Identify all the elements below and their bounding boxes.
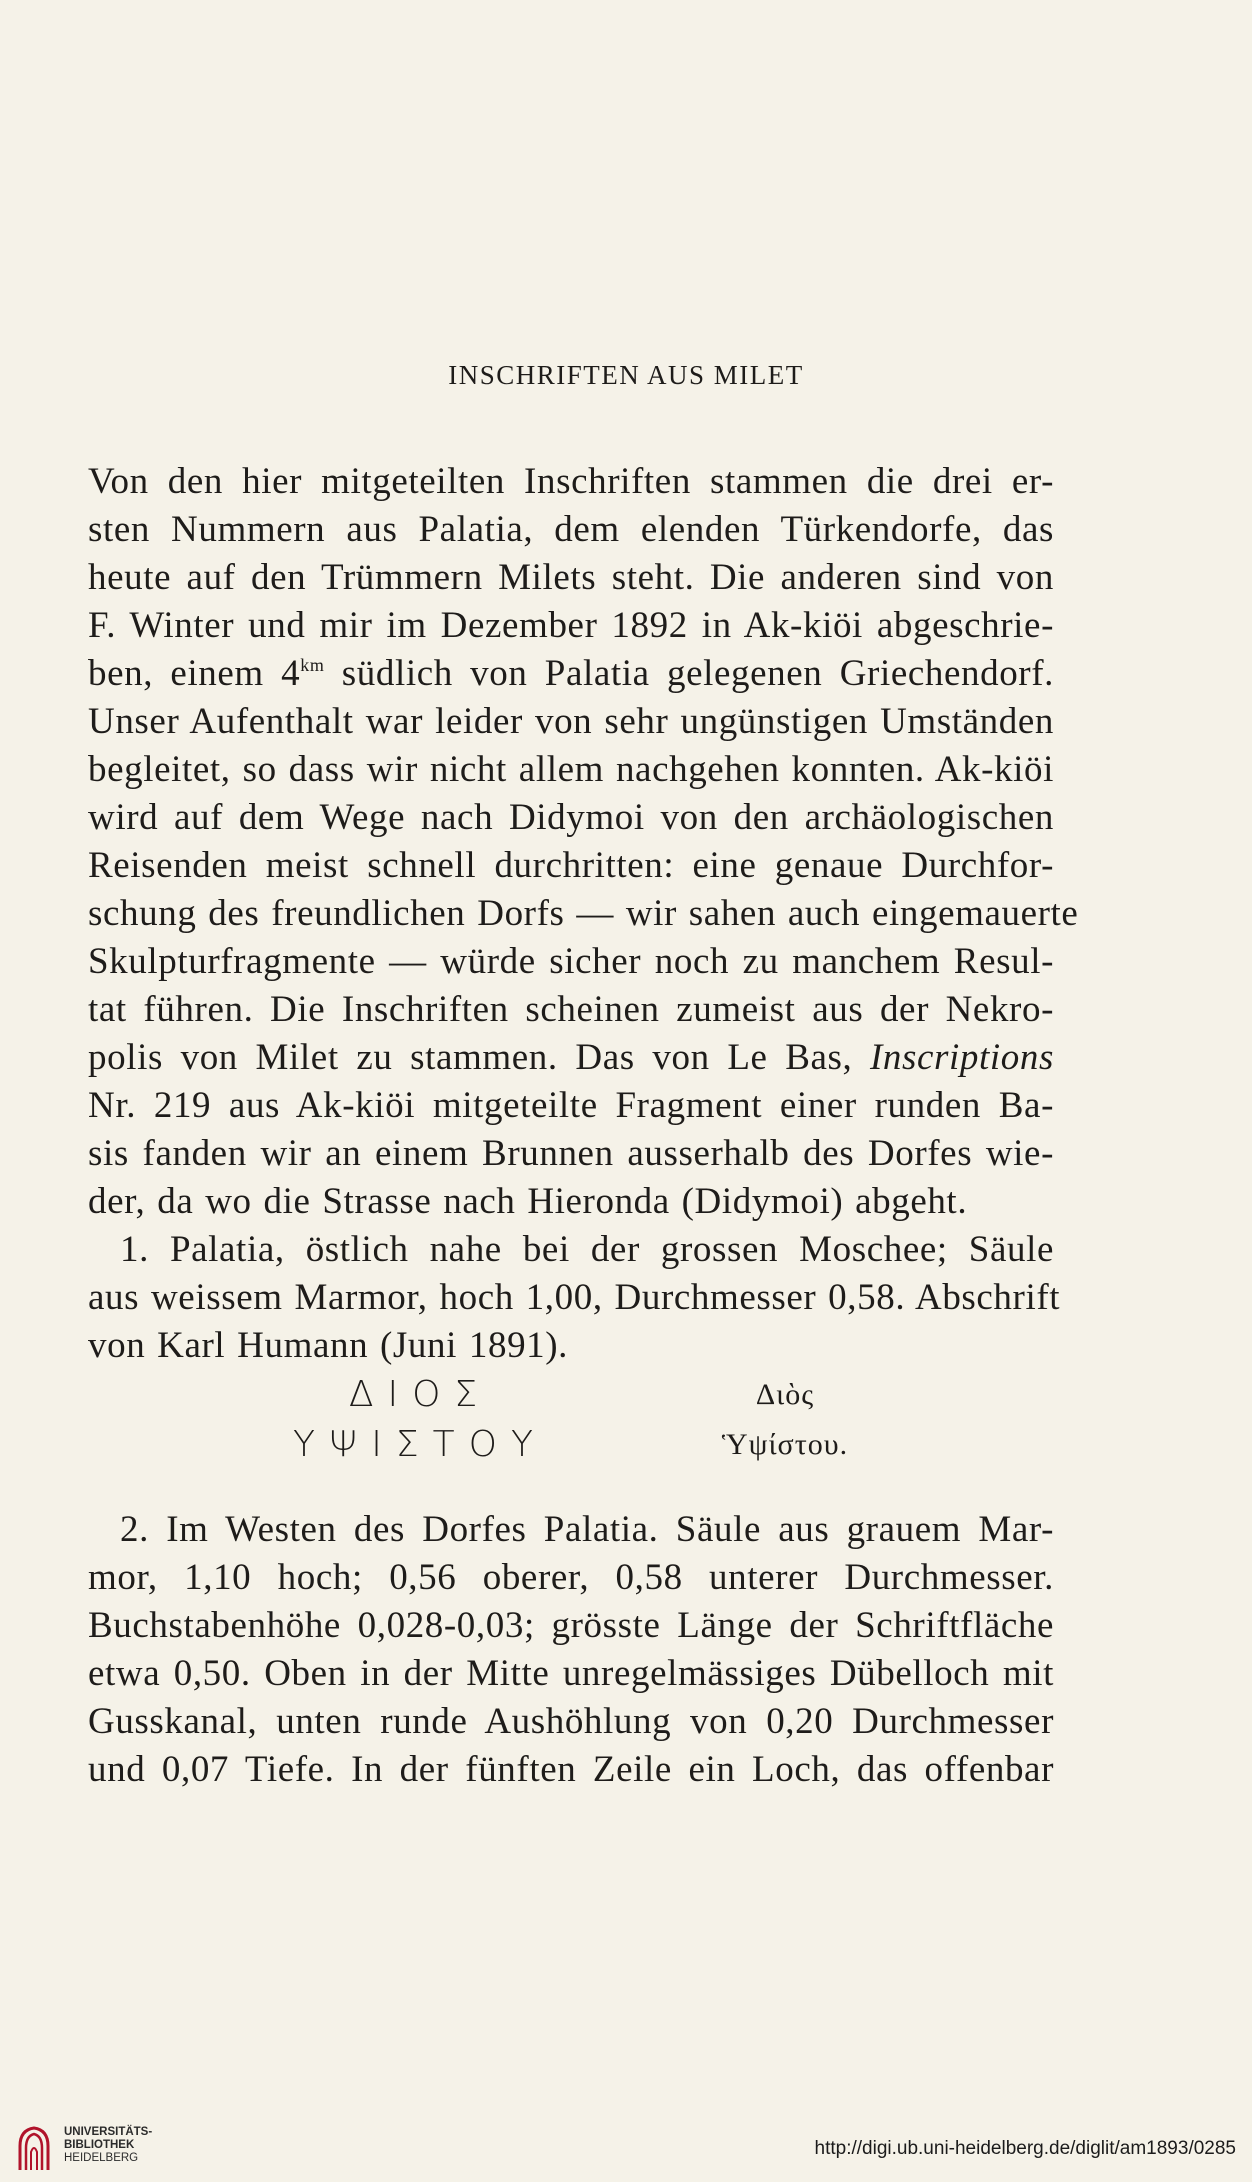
inscription-line: ΔΙΟΣ xyxy=(348,1374,492,1415)
text-line: der, da wo die Strasse nach Hieronda (Didymoi) abgeht. xyxy=(88,1181,968,1222)
page-title: INSCHRIFTEN AUS MILET xyxy=(448,360,804,390)
footer-bar xyxy=(0,2120,1252,2182)
source-url-link[interactable]: http://digi.ub.uni-heidelberg.de/diglit/am1893/0285 xyxy=(814,2138,1236,2159)
text-line: begleitet, so dass wir nicht allem nachgehen konnten. Ak-kiöi xyxy=(88,749,1054,790)
greek-inscription xyxy=(270,1370,570,1470)
text-fragment: südlich von Palatia gelegenen Griechendorf. xyxy=(324,653,1054,694)
item-two-paragraph xyxy=(88,1506,1054,1794)
text-line: etwa 0,50. Oben in der Mitte unregelmässiges Dübelloch mit xyxy=(88,1653,1054,1694)
library-name-line: UNIVERSITÄTS- xyxy=(64,2126,153,2138)
text-line: wird auf dem Wege nach Didymoi von den archäologischen xyxy=(88,797,1054,838)
text-line: 2. Im Westen des Dorfes Palatia. Säule aus grauem Mar- xyxy=(120,1509,1054,1550)
text-fragment: ben, einem 4 xyxy=(88,653,301,694)
text-line: sten Nummern aus Palatia, dem elenden Türkendorfe, das xyxy=(88,509,1054,550)
italic-title: Inscriptions xyxy=(870,1037,1054,1078)
transcription-line: Ὑψίστου. xyxy=(721,1428,849,1461)
text-line: von Karl Humann (Juni 1891). xyxy=(88,1325,569,1366)
superscript-unit: km xyxy=(300,655,325,675)
library-name xyxy=(64,2126,152,2165)
text-line: und 0,07 Tiefe. In der fünften Zeile ein Loch, das offenbar xyxy=(88,1749,1054,1790)
text-line: Gusskanal, unten runde Aushöhlung von 0,20 Durchmesser xyxy=(88,1701,1054,1742)
greek-transcription xyxy=(680,1370,890,1470)
intro-paragraph xyxy=(88,458,1079,1370)
text-line xyxy=(88,650,1054,698)
library-name-line: BIBLIOTHEK xyxy=(64,2139,135,2151)
text-fragment: polis von Milet zu stammen. Das von Le Bas, xyxy=(88,1037,871,1078)
text-line: mor, 1,10 hoch; 0,56 oberer, 0,58 unterer Durchmesser. xyxy=(88,1557,1054,1598)
text-line: Reisenden meist schnell durchritten: eine genaue Durchfor- xyxy=(88,845,1054,886)
text-line: heute auf den Trümmern Milets steht. Die anderen sind von xyxy=(88,557,1054,598)
text-line xyxy=(88,1034,1054,1082)
text-line: 1. Palatia, östlich nahe bei der grossen Moschee; Säule xyxy=(120,1229,1054,1270)
text-line: Von den hier mitgeteilten Inschriften stammen die drei er- xyxy=(88,461,1054,502)
text-line: Skulpturfragmente — würde sicher noch zu manchem Resul- xyxy=(88,941,1054,982)
transcription-line: Διὸς xyxy=(755,1378,815,1411)
text-line: F. Winter und mir im Dezember 1892 in Ak-kiöi abgeschrie- xyxy=(88,605,1054,646)
text-line: Nr. 219 aus Ak-kiöi mitgeteilte Fragment einer runden Ba- xyxy=(88,1085,1054,1126)
inscription-line: ΥΨΙΣΤΟΥ xyxy=(292,1424,547,1465)
library-name-line: HEIDELBERG xyxy=(64,2152,139,2164)
text-line: schung des freundlichen Dorfs — wir sahen auch eingemauerte xyxy=(88,893,1079,934)
text-line: sis fanden wir an einem Brunnen ausserhalb des Dorfes wie- xyxy=(88,1133,1054,1174)
text-line: Buchstabenhöhe 0,028-0,03; grösste Länge der Schriftfläche xyxy=(88,1605,1054,1646)
text-line: Unser Aufenthalt war leider von sehr ungünstigen Umständen xyxy=(88,701,1054,742)
text-line: tat führen. Die Inschriften scheinen zumeist aus der Nekro- xyxy=(88,989,1054,1030)
text-line: aus weissem Marmor, hoch 1,00, Durchmesser 0,58. Abschrift xyxy=(88,1277,1061,1318)
university-library-logo-icon xyxy=(14,2124,54,2172)
